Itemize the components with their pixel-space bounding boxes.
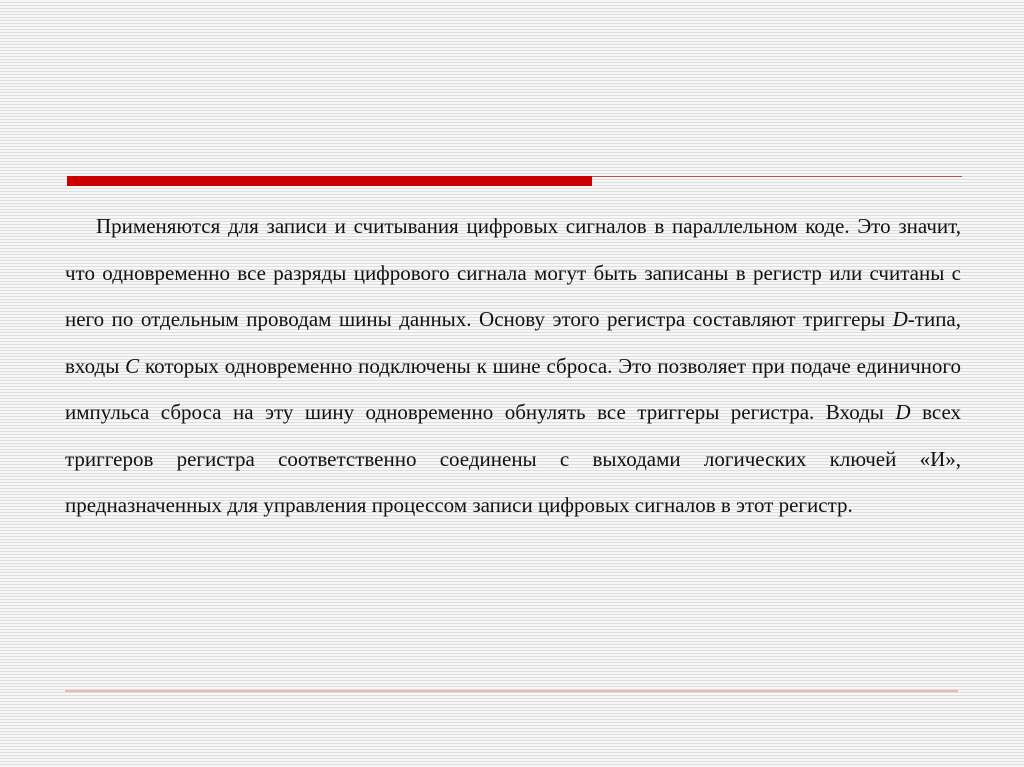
body-text-run: Применяются для записи и считывания цифровых сигналов в параллельном коде. Это значит, что одновременно все разряды цифрового сигнала могут быть записаны в регистр или считаны с него по отдельным проводам шины данных. Основу этого регистра составляют триггеры — [65, 214, 961, 331]
thin-divider-line — [592, 176, 962, 177]
variable-c: C — [125, 353, 140, 378]
variable-d: D — [892, 307, 908, 331]
body-paragraph — [65, 203, 961, 529]
red-accent-bar — [67, 176, 592, 186]
footer-divider — [65, 690, 958, 692]
body-text-run: которых одновременно подключены к шине сброса. Это позволяет при подаче единичного импульса сброса на эту шину одновременно обнулять все триггеры регистра. Входы — [65, 353, 961, 424]
title-divider — [67, 176, 962, 186]
body-text-run: всех триггеров регистра соответственно соединены с выходами логических ключей «И», предназначенных для управления процессом записи цифровых сигналов в этот регистр. — [65, 400, 961, 517]
body-text-run: -типа, входы — [65, 307, 961, 378]
variable-d: D — [895, 400, 911, 424]
